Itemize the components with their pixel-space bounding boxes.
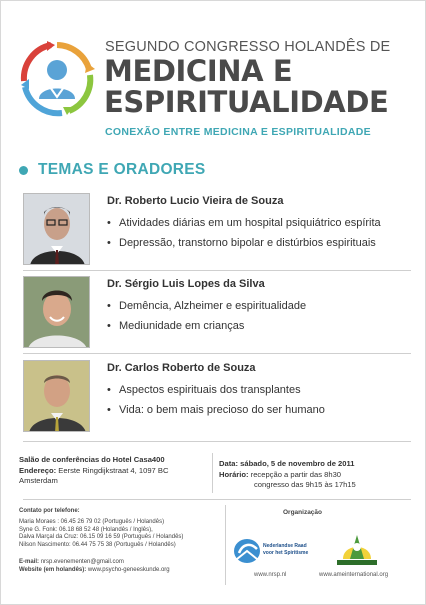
event-date: sábado, 5 de novembro de 2011	[240, 459, 355, 468]
topic-text: Atividades diárias em um hospital psiquiátrico espírita	[119, 217, 381, 229]
topic-list	[107, 213, 381, 253]
list-item: • Aspectos espirituais dos transplantes	[107, 384, 301, 396]
venue-address: Eerste Ringdijkstraat 4, 1097 BC	[58, 465, 169, 475]
congress-logo	[17, 39, 97, 119]
speaker-name: Dr. Roberto Lucio Vieira de Souza	[107, 195, 284, 207]
email-label: E-mail:	[19, 558, 40, 565]
topic-text: Vida: o bem mais precioso do ser humano	[119, 404, 325, 416]
contact-line: Dalva Marçal da Cruz: 06.15 09 16 59 (Português / Holandês)	[19, 534, 184, 541]
venue-info	[19, 455, 168, 487]
page-title	[104, 56, 388, 118]
ame-international-logo	[335, 529, 379, 567]
time-label: Horário:	[219, 469, 249, 479]
schedule-info	[219, 459, 356, 491]
ame-url[interactable]: www.ameinternational.org	[319, 572, 389, 578]
nrsp-url[interactable]: www.nrsp.nl	[254, 572, 287, 578]
list-item: • Mediunidade em crianças	[107, 320, 245, 332]
header-subtitle: SEGUNDO CONGRESSO HOLANDÊS DE	[105, 39, 391, 55]
topic-text: Aspectos espirituais dos transplantes	[119, 384, 301, 396]
title-line-1: MEDICINA E	[104, 54, 293, 88]
vertical-divider	[212, 453, 213, 493]
topic-list	[107, 380, 325, 420]
address-label: Endereço:	[19, 465, 57, 475]
website-label: Website (em holandês):	[19, 566, 87, 573]
time-line-2: congresso das 9h15 às 17h15	[254, 480, 356, 489]
organization-title: Organização	[283, 509, 323, 516]
speaker-photo	[23, 360, 90, 432]
speaker-name: Dr. Carlos Roberto de Souza	[107, 362, 256, 374]
time-line-1: recepção a partir das 8h30	[250, 469, 342, 479]
divider	[23, 353, 411, 354]
list-item: • Atividades diárias em um hospital psiquiátrico espírita	[107, 217, 381, 229]
list-item: • Demência, Alzheimer e espiritualidade	[107, 300, 307, 312]
contact-line: Maria Moraes : 06.45 26 79 02 (Português / Holandês)	[19, 518, 165, 525]
divider	[23, 270, 411, 271]
contact-line: Nilson Nascimento: 06.44 75 75 38 (Português / Holandês)	[19, 542, 176, 549]
divider	[23, 441, 411, 442]
list-item: • Depressão, transtorno bipolar e distúrbios espirituais	[107, 237, 376, 249]
speaker-photo	[23, 276, 90, 348]
topic-list	[107, 296, 306, 336]
bullet-dot-icon	[19, 166, 28, 175]
speaker-name: Dr. Sérgio Luis Lopes da Silva	[107, 278, 265, 290]
section-heading	[19, 161, 206, 179]
venue-city: Amsterdam	[19, 476, 58, 485]
speaker-photo	[23, 193, 90, 265]
svg-text:voor het Spiritisme: voor het Spiritisme	[263, 550, 309, 556]
topic-text: Demência, Alzheimer e espiritualidade	[119, 300, 307, 312]
contact-info	[19, 508, 183, 575]
venue-name: Salão de conferências do Hotel Casa400	[19, 455, 165, 464]
topic-text: Depressão, transtorno bipolar e distúrbios espirituais	[119, 237, 376, 249]
contact-line: Syne G. Fonk: 06.18 68 52 48 (Holandês / Inglês),	[19, 526, 153, 533]
title-line-2: ESPIRITUALIDADE	[104, 85, 389, 119]
email-link[interactable]: nrsp.evenementen@gmail.com	[40, 558, 124, 565]
list-item: • Vida: o bem mais precioso do ser humano	[107, 404, 325, 416]
vertical-divider	[225, 505, 226, 585]
nrsp-logo	[233, 531, 315, 567]
date-label: Data:	[219, 459, 238, 468]
header-tagline: CONEXÃO ENTRE MEDICINA E ESPIRITUALIDADE	[105, 126, 371, 138]
divider	[23, 499, 411, 500]
topic-text: Mediunidade em crianças	[119, 320, 245, 332]
section-title: TEMAS E ORADORES	[38, 161, 206, 178]
contact-title: Contato por telefone:	[19, 508, 80, 514]
website-link[interactable]: www.psycho-geneeskunde.org	[87, 566, 170, 573]
svg-text:Nederlandse Raad: Nederlandse Raad	[263, 543, 307, 549]
